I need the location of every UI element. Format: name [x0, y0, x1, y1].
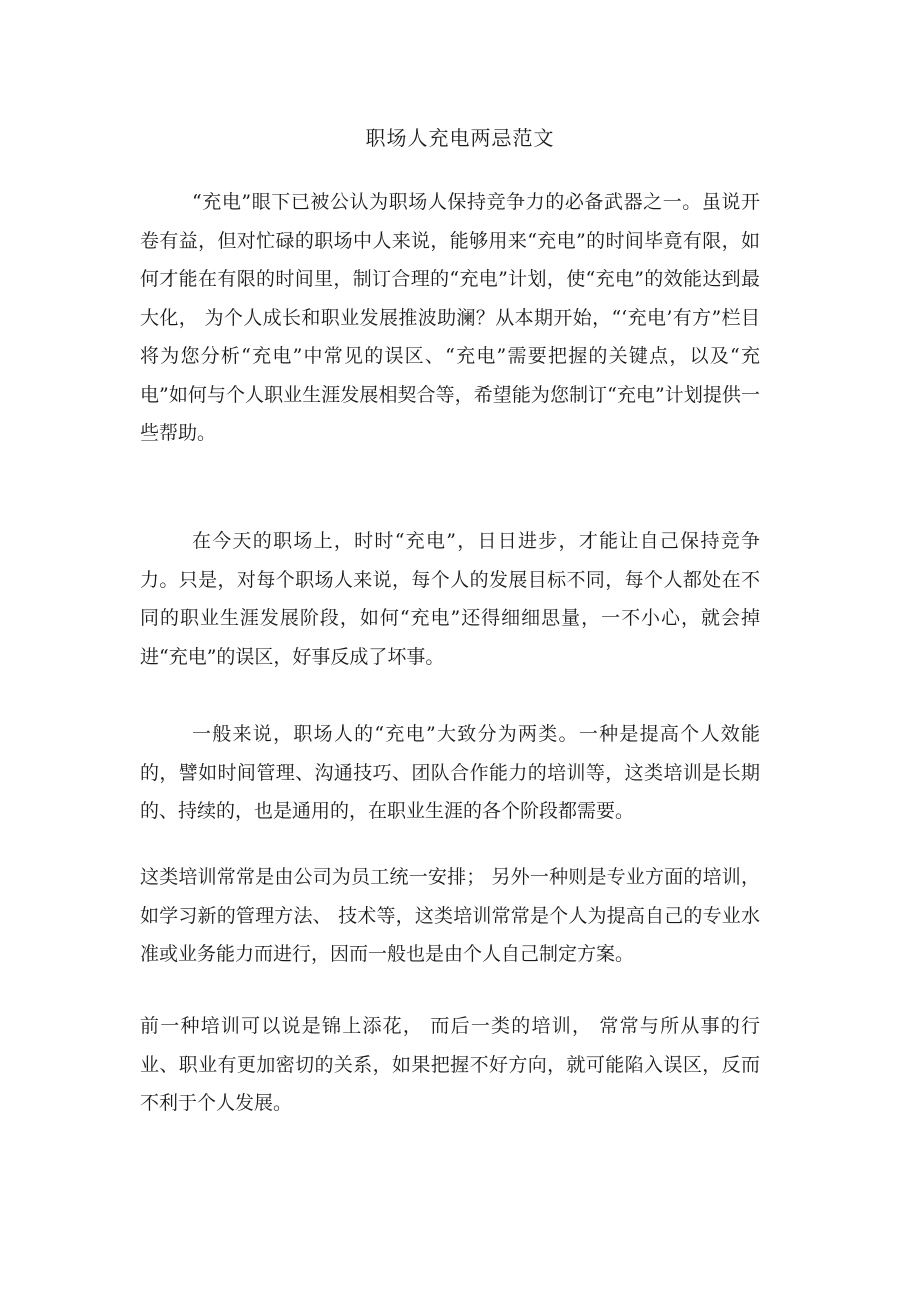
document-title: 职场人充电两忌范文	[365, 126, 555, 150]
paragraph-conclusion: 前一种培训可以说是锦上添花， 而后一类的培训， 常常与所从事的行业、职业有更加密切的关系，如果把握不好方向，就可能陷入误区，反而不利于个人发展。	[140, 1015, 760, 1114]
paragraph-intro: “充电”眼下已被公认为职场人保持竞争力的必备武器之一。虽说开卷有益，但对忙碌的职场中人来说，能够用来“充电”的时间毕竟有限，如何才能在有限的时间里，制订合理的“充电”计划，使“充电”的效能达到最大化， 为个人成长和职业发展推波助澜？从本期开始，“‘充电’有方”栏目将为您分析“充电”中常见的误区、“充电”需要把握的关键点，以及“充电”如何与个人职业生涯发展相契合等，希望能为您制订“充电”计划提供一些帮助。	[140, 191, 760, 444]
paragraph-company-training: 这类培训常常是由公司为员工统一安排； 另外一种则是专业方面的培训，如学习新的管理方法、 技术等，这类培训常常是个人为提高自己的专业水准或业务能力而进行，因而一般也是由个人自己制定方案。	[140, 866, 760, 965]
paragraph-today-workplace: 在今天的职场上，时时“充电”，日日进步，才能让自己保持竞争力。只是，对每个职场人来说，每个人的发展目标不同，每个人都处在不同的职业生涯发展阶段，如何“充电”还得细细思量，一不小心，就会掉进“充电”的误区，好事反成了坏事。	[140, 530, 760, 668]
paragraph-two-types: 一般来说，职场人的“充电”大致分为两类。一种是提高个人效能的，譬如时间管理、沟通技巧、团队合作能力的培训等，这类培训是长期的、持续的，也是通用的，在职业生涯的各个阶段都需要。	[140, 723, 760, 822]
